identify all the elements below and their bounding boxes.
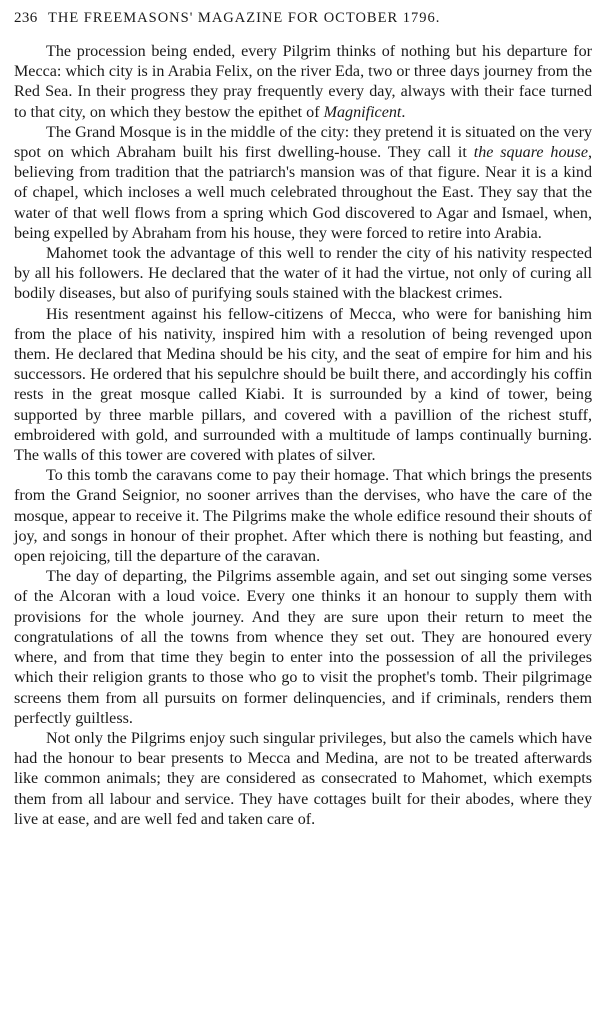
paragraph-text: The Grand Mosque is in the middle of the city: they pretend it is situated on the very spot on which Abraham built his first dwelling-house. They call it <box>14 123 592 162</box>
paragraph-text: , believing from tradition that the patriarch's mansion was of that figure. Near it is a kind of chapel, which incloses a well much celebrated throughout the East. They say that the water of that well flows from a spring which God discovered to Agar and Ismael, when, being expelled by Abraham from his house, they were forced to retire into Arabia. <box>14 144 592 242</box>
paragraph-text: His resentment against his fellow-citizens of Mecca, who were for banishing him from the place of his nativity, inspired him with a resolution of being revenged upon them. He declared that Medina should be his city, and the seat of empire for him and his successors. He ordered that his sepulchre should be built there, and accordingly his coffin rests in the great mosque called Kiabi. It is surrounded by a kind of tower, being supported by three marble pillars, and covered with a pavillion of the richest stuff, embroidered with gold, and surrounded with a multitude of lamps continually burning. The walls of this tower are covered with plates of silver. <box>14 305 592 465</box>
paragraph <box>14 42 592 123</box>
page-header <box>14 10 592 36</box>
paragraph-text: Mahomet took the advantage of this well to render the city of his nativity respected by all his followers. He declared that the water of it had the virtue, not only of curing all bodily diseases, but also of purifying souls stained with the blackest crimes. <box>14 245 592 303</box>
paragraph <box>14 466 592 567</box>
paragraph-text: The day of departing, the Pilgrims assemble again, and set out singing some verses of the Alcoran with a loud voice. Every one thinks it an honour to supply them with provisions for the whole journey. And they are sure upon their return to meet the congratulations of all the towns from whence they set out. They are honoured every where, and from that time they begin to enter into the possession of all the privileges which their religion grants to those who go to visit the prophet's tomb. Their pilgrimage screens them from all pursuits on former delinquencies, and if criminals, renders them perfectly guiltless. <box>14 568 592 727</box>
italic-phrase: the square house <box>473 144 588 162</box>
paragraph <box>14 729 592 830</box>
paragraph-text: Not only the Pilgrims enjoy such singular privileges, but also the camels which have had the honour to bear presents to Mecca and Medina, are not to be treated afterwards like common animals; they are considered as consecrated to Mahomet, which exempts them from all labour and service. They have cottages built for their abodes, where they live at ease, and are well fed and taken care of. <box>14 729 592 828</box>
paragraph <box>14 244 592 305</box>
article-body <box>14 42 592 830</box>
magazine-page <box>14 10 592 830</box>
paragraph-text: . <box>401 103 406 121</box>
italic-phrase: Magnificent <box>323 103 402 121</box>
page-number: 236 <box>14 10 38 26</box>
paragraph <box>14 567 592 729</box>
paragraph <box>14 305 592 467</box>
paragraph-text: The procession being ended, every Pilgrim thinks of nothing but his departure for Mecca: which city is in Arabia Felix, on the river Eda, two or three days journey from the Red Sea. In their progress they pray frequently every day, always with their face turned to that city, on which they bestow the epithet of <box>14 43 592 121</box>
paragraph-text: To this tomb the caravans come to pay their homage. That which brings the presents from the Grand Seignior, no sooner arrives than the dervises, who have the care of the mosque, appear to receive it. The Pilgrims make the whole edifice resound their shouts of joy, and songs in honour of their prophet. After which there is nothing but feasting, and open rejoicing, till the departure of the caravan. <box>14 467 592 566</box>
running-title: THE FREEMASONS' MAGAZINE FOR OCTOBER 1796. <box>48 10 441 26</box>
paragraph <box>14 123 592 244</box>
